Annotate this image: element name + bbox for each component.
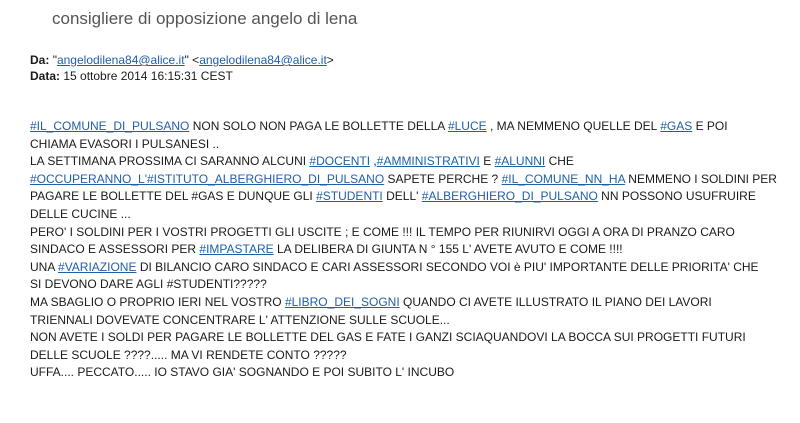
hashtag-link[interactable]: #IL_COMUNE_DI_PULSANO [30, 119, 190, 133]
email-subject: consigliere di opposizione angelo di lena [52, 9, 358, 28]
body-line: CHIAMA EVASORI I PULSANESI .. [30, 136, 220, 151]
body-text: DELL' [382, 189, 422, 204]
hashtag-link[interactable]: #ISTITUTO_ALBERGHIERO_DI_PULSANO [147, 171, 385, 186]
from-name[interactable]: "angelodilena84@alice.it" [52, 53, 189, 67]
from-label: Da: [30, 53, 50, 67]
body-line: DELLE SCUOLE ????..... MA VI RENDETE CONTO ????? [30, 347, 347, 362]
date-value: 15 ottobre 2014 16:15:31 CEST [63, 69, 233, 83]
email-body [30, 118, 795, 382]
body-line: SI DEVONO DARE AGLI #STUDENTI????? [30, 277, 267, 292]
from-address[interactable]: <angelodilena84@alice.it> [192, 53, 334, 67]
body-text: SAPETE PERCHE ? [384, 171, 502, 186]
body-text: E POI [692, 119, 728, 133]
body-text: E [479, 154, 495, 169]
hashtag-link[interactable]: #OCCUPERANNO_L' [30, 171, 147, 186]
body-line [30, 241, 795, 259]
body-line [30, 259, 795, 277]
body-line [30, 294, 795, 312]
hashtag-link[interactable]: #VARIAZIONE [58, 259, 137, 274]
body-text: LA DELIBERA DI GIUNTA N ° 155 L' AVETE AVUTO E COME !!!! [273, 242, 623, 257]
body-text: UNA [30, 259, 59, 274]
from-address-link[interactable]: angelodilena84@alice.it [199, 53, 327, 67]
body-line: TRIENNALI DOVEVATE CONCENTRARE L' ATTENZIONE SULLE SCUOLE... [30, 312, 450, 327]
hashtag-link[interactable]: #LUCE [447, 119, 487, 133]
from-name-link[interactable]: angelodilena84@alice.it [56, 53, 185, 67]
body-text: PAGARE LE BOLLETTE DEL #GAS E DUNQUE GLI [30, 189, 317, 204]
email-headers [30, 52, 334, 84]
body-text: NON SOLO NON PAGA LE BOLLETTE DELLA [189, 119, 448, 133]
body-text: , MA NEMMENO QUELLE DEL [486, 119, 661, 133]
body-line: PERO' I SOLDINI PER I VOSTRI PROGETTI GLI USCITE ; E COME !!! IL TEMPO PER RIUNIRVI OGGI A ORA DI PRANZO CARO [30, 224, 735, 239]
body-line [30, 118, 795, 136]
body-line: UFFA.... PECCATO..... IO STAVO GIA' SOGNANDO E POI SUBITO L' INCUBO [30, 365, 455, 380]
body-text: DI BILANCIO CARO SINDACO E CARI ASSESSORI SECONDO VOI è PIU' IMPORTANTE DELLE PRIORITA' CHE [136, 259, 759, 274]
hashtag-link[interactable]: #ALBERGHIERO_DI_PULSANO [421, 189, 598, 204]
body-line [30, 171, 795, 189]
hashtag-link[interactable]: #IL_COMUNE_NN_HA [501, 171, 625, 186]
hashtag-link[interactable]: #DOCENTI [309, 154, 371, 169]
hashtag-link[interactable]: #GAS [660, 119, 693, 133]
body-text: CHE [545, 154, 574, 169]
body-text: LA SETTIMANA PROSSIMA CI SARANNO ALCUNI [30, 154, 310, 169]
body-text: NEMMENO I SOLDINI PER [624, 171, 777, 186]
body-line: NON AVETE I SOLDI PER PAGARE LE BOLLETTE DEL GAS E FATE I GANZI SCIAQUANDOVI LA BOCCA SUI PROGETTI FUTURI [30, 330, 746, 345]
date-label: Data: [30, 69, 61, 83]
from-row [30, 52, 334, 68]
hashtag-link[interactable]: #IMPASTARE [199, 242, 274, 257]
body-line [30, 188, 795, 206]
date-row [30, 68, 334, 84]
hashtag-link[interactable]: #LIBRO_DEI_SOGNI [284, 294, 400, 309]
hashtag-link[interactable]: #ALUNNI [494, 154, 546, 169]
body-text: , [370, 154, 377, 169]
hashtag-link[interactable]: #AMMINISTRATIVI [376, 154, 480, 169]
body-text: QUANDO CI AVETE ILLUSTRATO IL PIANO DEI LAVORI [399, 294, 712, 309]
hashtag-link[interactable]: #STUDENTI [316, 189, 383, 204]
body-text: MA SBAGLIO O PROPRIO IERI NEL VOSTRO [30, 294, 285, 309]
body-text: NN POSSONO USUFRUIRE [597, 189, 756, 204]
body-line: DELLE CUCINE ... [30, 206, 131, 221]
body-line [30, 153, 795, 171]
body-text: SINDACO E ASSESSORI PER [30, 242, 200, 257]
